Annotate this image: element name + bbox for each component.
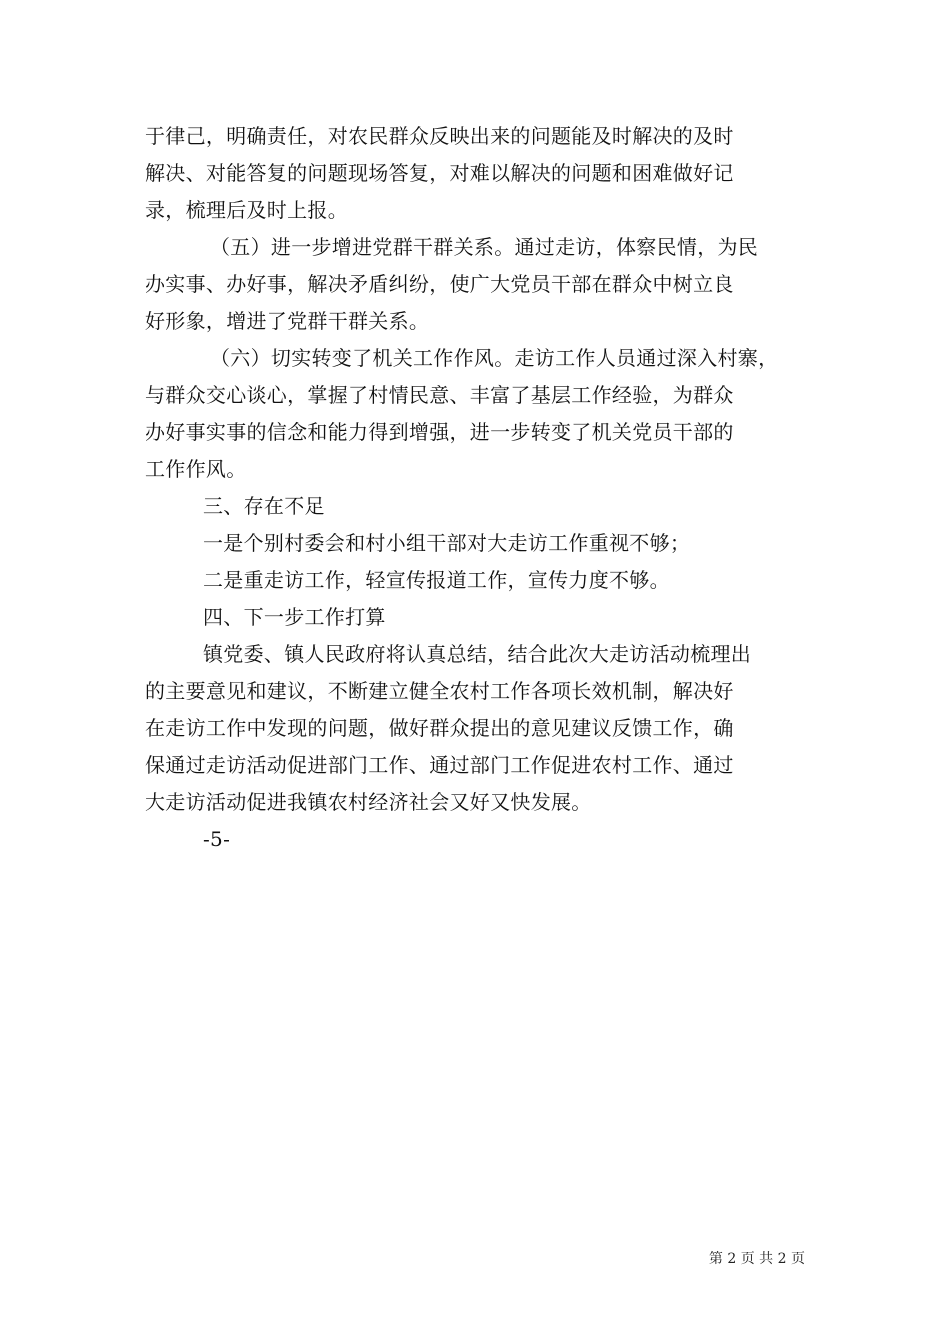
section-heading-4: 四、下一步工作打算 xyxy=(203,605,386,629)
body-line: 办好事实事的信念和能力得到增强，进一步转变了机关党员干部的 xyxy=(145,420,734,444)
inline-page-number: -5- xyxy=(203,827,231,851)
body-line: 保通过走访活动促进部门工作、通过部门工作促进农村工作、通过 xyxy=(145,753,734,777)
section-heading-6: （六）切实转变了机关工作作风。走访工作人员通过深入村寨， xyxy=(210,346,779,370)
body-line: 与群众交心谈心，掌握了村情民意、丰富了基层工作经验，为群众 xyxy=(145,383,734,407)
body-line: 工作作风。 xyxy=(145,457,247,481)
shortcoming-item: 二是重走访工作，轻宣传报道工作，宣传力度不够。 xyxy=(203,568,670,592)
body-line: 解决、对能答复的问题现场答复，对难以解决的问题和困难做好记 xyxy=(145,161,734,185)
body-line: 录，梳理后及时上报。 xyxy=(145,198,348,222)
shortcoming-item: 一是个别村委会和村小组干部对大走访工作重视不够； xyxy=(203,531,691,555)
page-footer-label: 第 2 页 共 2 页 xyxy=(708,1251,805,1267)
section-heading-3: 三、存在不足 xyxy=(203,494,325,518)
body-line: 在走访工作中发现的问题，做好群众提出的意见建议反馈工作，确 xyxy=(145,716,734,740)
body-line: 的主要意见和建议，不断建立健全农村工作各项长效机制，解决好 xyxy=(145,679,734,703)
body-line: 于律己，明确责任，对农民群众反映出来的问题能及时解决的及时 xyxy=(145,124,734,148)
document-body xyxy=(145,118,810,858)
section-heading-5: （五）进一步增进党群干群关系。通过走访，体察民情，为民 xyxy=(210,235,759,259)
body-line: 办实事、办好事，解决矛盾纠纷，使广大党员干部在群众中树立良 xyxy=(145,272,734,296)
body-line: 好形象，增进了党群干群关系。 xyxy=(145,309,430,333)
body-line: 大走访活动促进我镇农村经济社会又好又快发展。 xyxy=(145,790,592,814)
body-line: 镇党委、镇人民政府将认真总结，结合此次大走访活动梳理出 xyxy=(203,642,752,666)
